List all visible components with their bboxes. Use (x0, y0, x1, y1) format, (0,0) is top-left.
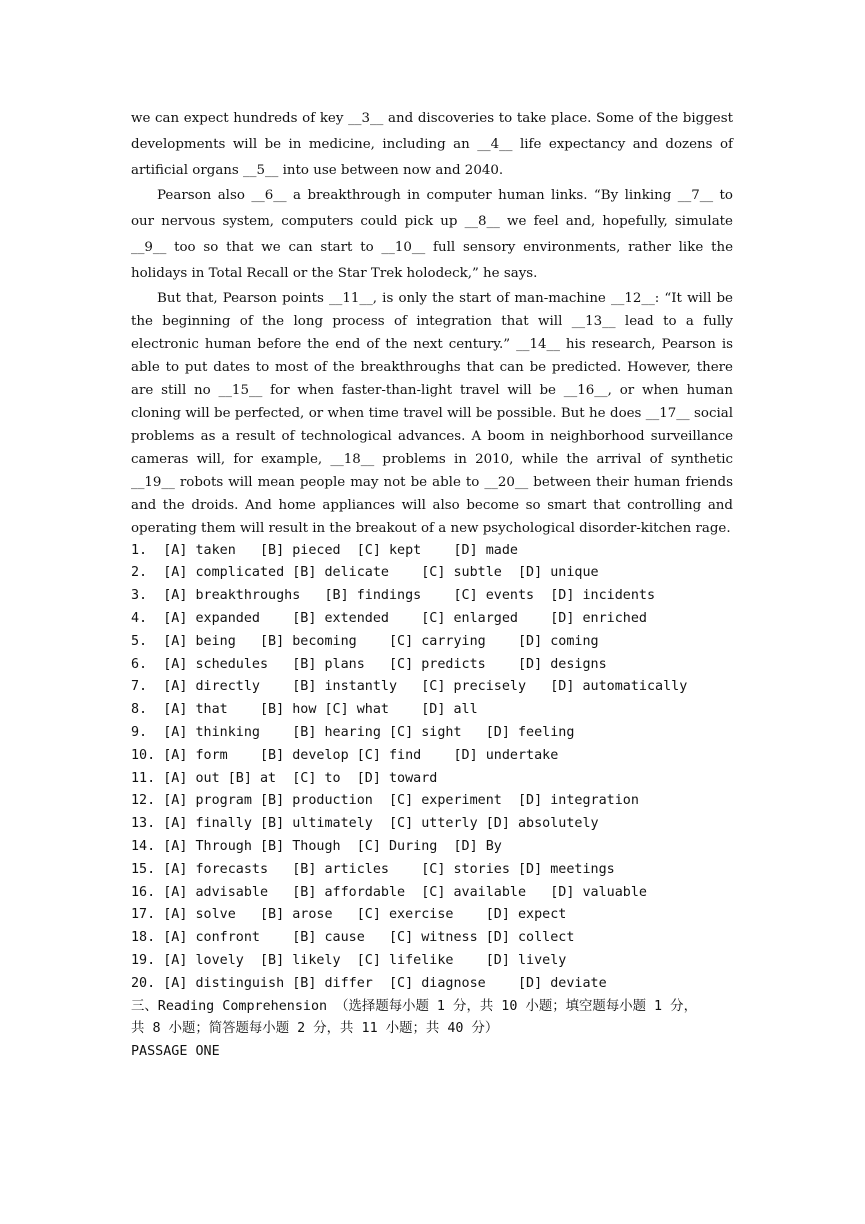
passage-line: of a new psychological disorder-kitchen rage. (420, 520, 731, 536)
passage-paragraph (131, 287, 733, 540)
passage-line: we can expect hundreds of key __3__ and discoveries to take place. Some of the biggest (131, 111, 733, 126)
passage-line: __9__ too so that we can start to __10__ full sensory environments, rather like (131, 239, 704, 255)
passage-line: __20__ between their human friends and the droids. And home appliances will also (131, 474, 733, 513)
passage-line: while the arrival of synthetic __19__ robots will mean people may not be able to (131, 451, 733, 490)
option-item: 4. [A] expanded [B] extended [C] enlarged [D] enriched (131, 610, 647, 626)
passage-line: Pearson is able to put dates to most of the breakthroughs that can be predicted. (131, 336, 733, 375)
option-item: 13. [A] finally [B] ultimately [C] utterly [D] absolutely (131, 816, 599, 832)
option-item: 11. [A] out [B] at [C] to [D] toward (131, 770, 438, 786)
passage-paragraph (131, 106, 733, 183)
option-item: 19. [A] lovely [B] likely [C] lifelike [D] lively (131, 952, 567, 968)
option-item: 8. [A] that [B] how [C] what [D] all (131, 702, 478, 718)
passage-line: the holidays in Total Recall or the Star Trek holodeck,” he says. (131, 239, 733, 281)
option-item: 12. [A] program [B] production [C] experiment [D] integration (131, 793, 639, 809)
cloze-passage (131, 106, 733, 540)
option-item: 1. [A] taken [B] pieced [C] kept [D] made (131, 542, 518, 558)
option-item: 14. [A] Through [B] Though [C] During [D] By (131, 838, 502, 854)
passage-paragraph (131, 183, 733, 286)
passage-line: developments will be in medicine, including an __4__ life expectancy and dozens (131, 136, 713, 152)
option-item: 5. [A] being [B] becoming [C] carrying [D] coming (131, 633, 599, 649)
section-heading-line-1: 三、Reading Comprehension （选择题每小题 1 分，共 10 小题；填空题每小题 1 分， (131, 998, 697, 1014)
section-heading (131, 996, 733, 1042)
option-item: 10. [A] form [B] develop [C] find [D] undertake (131, 747, 559, 763)
passage-line: But that, Pearson points __11__, is only the start of man-machine __12__: “It (157, 290, 682, 306)
passage-line: Pearson also __6__ a breakthrough in computer human links. “By linking __7__ (157, 188, 714, 204)
passage-line: will be the beginning of the long process of integration that will __13__ lead to (131, 290, 733, 329)
option-item: 17. [A] solve [B] arose [C] exercise [D] expect (131, 907, 567, 923)
option-item: 6. [A] schedules [B] plans [C] predicts [D] designs (131, 656, 607, 672)
option-item: 20. [A] distinguish [B] differ [C] diagnose [D] deviate (131, 975, 607, 991)
option-item: 16. [A] advisable [B] affordable [C] available [D] valuable (131, 884, 647, 900)
passage-title: PASSAGE ONE (131, 1044, 220, 1060)
option-item: 18. [A] confront [B] cause [C] witness [D] collect (131, 930, 575, 946)
passage-line: become so smart that controlling and operating them will result in the breakout (131, 497, 733, 536)
cloze-options-list (131, 540, 733, 996)
option-item: 3. [A] breakthroughs [B] findings [C] events [D] incidents (131, 588, 656, 604)
passage-line: But he does __17__ social problems as a result of technological advances. A boom (131, 405, 733, 444)
option-item: 7. [A] directly [B] instantly [C] precisely [D] automatically (131, 679, 688, 695)
passage-line: to our nervous system, computers could pick up __8__ we feel and, hopefully, simulate (131, 188, 733, 230)
document-page (131, 106, 733, 1064)
option-item: 2. [A] complicated [B] delicate [C] subtle [D] unique (131, 565, 599, 581)
option-item: 15. [A] forecasts [B] articles [C] stories [D] meetings (131, 861, 615, 877)
passage-line: in neighborhood surveillance cameras will, for example, __18__ problems in 2010, (131, 428, 733, 467)
section-heading-line-2: 共 8 小题；简答题每小题 2 分，共 11 小题；共 40 分） (131, 1021, 499, 1037)
passage-line: However, there are still no __15__ for when faster-than-light travel will be __16__, (131, 359, 733, 398)
option-item: 9. [A] thinking [B] hearing [C] sight [D] feeling (131, 724, 575, 740)
passage-line: a fully electronic human before the end of the next century.” __14__ his research, (131, 313, 733, 352)
passage-line: of artificial organs __5__ into use between now and 2040. (131, 136, 733, 178)
passage-line: or when human cloning will be perfected, or when time travel will be possible. (131, 382, 734, 421)
